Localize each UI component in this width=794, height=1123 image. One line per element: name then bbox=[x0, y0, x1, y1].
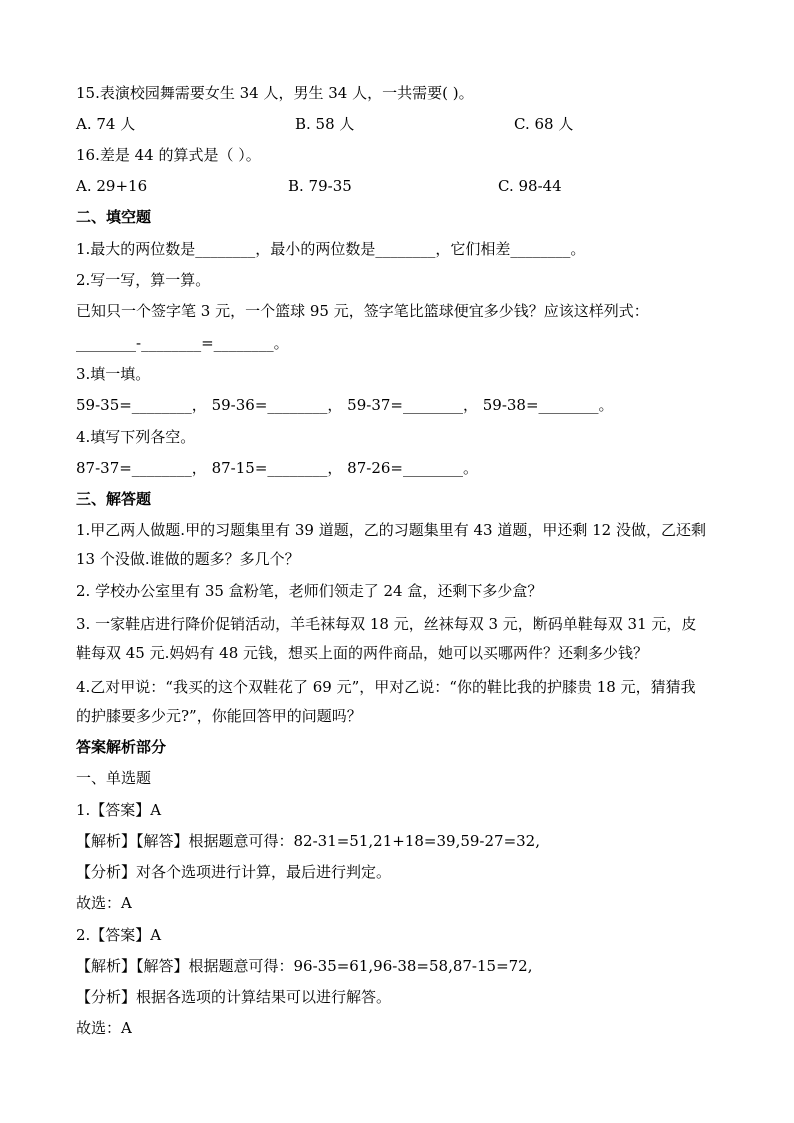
fill-question-4: 4.填写下列各空。 bbox=[76, 428, 196, 446]
question-15-stem: 15.表演校园舞需要女生 34 人，男生 34 人，一共需要( )。 bbox=[76, 84, 474, 102]
problem-1-line-2: 13 个没做.谁做的题多？多几个？ bbox=[76, 550, 300, 568]
question-15-option-c: C. 68 人 bbox=[514, 115, 574, 133]
question-16-option-a: A. 29+16 bbox=[76, 177, 148, 195]
problem-4-line-2: 的护膝要多少元?”，你能回答甲的问题吗？ bbox=[76, 707, 362, 725]
question-16-option-c: C. 98-44 bbox=[498, 177, 562, 195]
fill-question-2-text: 已知只一个签字笔 3 元，一个篮球 95 元，签字笔比篮球便宜多少钱？应该这样列式： bbox=[76, 302, 649, 320]
problem-3-line-1: 3. 一家鞋店进行降价促销活动，羊毛袜每双 18 元，丝袜每双 3 元，断码单鞋每双 31 元，皮 bbox=[76, 615, 697, 633]
answer-2-analysis: 【分析】根据各选项的计算结果可以进行解答。 bbox=[76, 988, 392, 1006]
section-3-title: 三、解答题 bbox=[76, 490, 152, 508]
answer-1-choice: 故选：A bbox=[76, 894, 132, 912]
question-15-option-a: A. 74 人 bbox=[76, 115, 136, 133]
problem-1-line-1: 1.甲乙两人做题.甲的习题集里有 39 道题，乙的习题集里有 43 道题，甲还剩 12 没做，乙还剩 bbox=[76, 521, 706, 539]
problem-3-line-2: 鞋每双 45 元.妈妈有 48 元钱，想买上面的两件商品，她可以买哪两件？还剩多少钱？ bbox=[76, 644, 649, 662]
fill-question-2: 2.写一写，算一算。 bbox=[76, 271, 211, 289]
problem-2: 2. 学校办公室里有 35 盒粉笔，老师们领走了 24 盒，还剩下多少盒？ bbox=[76, 582, 543, 600]
fill-question-1: 1.最大的两位数是________，最小的两位数是________，它们相差________。 bbox=[76, 240, 586, 258]
answers-title: 答案解析部分 bbox=[76, 738, 167, 756]
answer-1-analysis: 【分析】对各个选项进行计算，最后进行判定。 bbox=[76, 863, 392, 881]
problem-4-line-1: 4.乙对甲说：“我买的这个双鞋花了 69 元”，甲对乙说：“你的鞋比我的护膝贵 18 元，猜猜我 bbox=[76, 678, 696, 696]
fill-question-2-blanks: ________-________=________。 bbox=[76, 334, 289, 352]
fill-question-4-blanks: 87-37=________， 87-15=________， 87-26=________。 bbox=[76, 459, 478, 477]
answer-2-explanation: 【解析】【解答】根据题意可得：96-35=61,96-38=58,87-15=72, bbox=[76, 957, 533, 975]
answers-section-1: 一、单选题 bbox=[76, 769, 152, 787]
question-16-option-b: B. 79-35 bbox=[288, 177, 352, 195]
answer-2-choice: 故选：A bbox=[76, 1019, 132, 1037]
answer-1: 1.【答案】A bbox=[76, 801, 162, 819]
section-2-title: 二、填空题 bbox=[76, 208, 152, 226]
question-15-option-b: B. 58 人 bbox=[295, 115, 355, 133]
answer-1-explanation: 【解析】【解答】根据题意可得：82-31=51,21+18=39,59-27=32, bbox=[76, 832, 540, 850]
question-16-stem: 16.差是 44 的算式是（ ）。 bbox=[76, 146, 261, 164]
fill-question-3: 3.填一填。 bbox=[76, 365, 151, 383]
answer-2: 2.【答案】A bbox=[76, 926, 162, 944]
fill-question-3-blanks: 59-35=________， 59-36=________， 59-37=________， 59-38=________。 bbox=[76, 396, 614, 414]
